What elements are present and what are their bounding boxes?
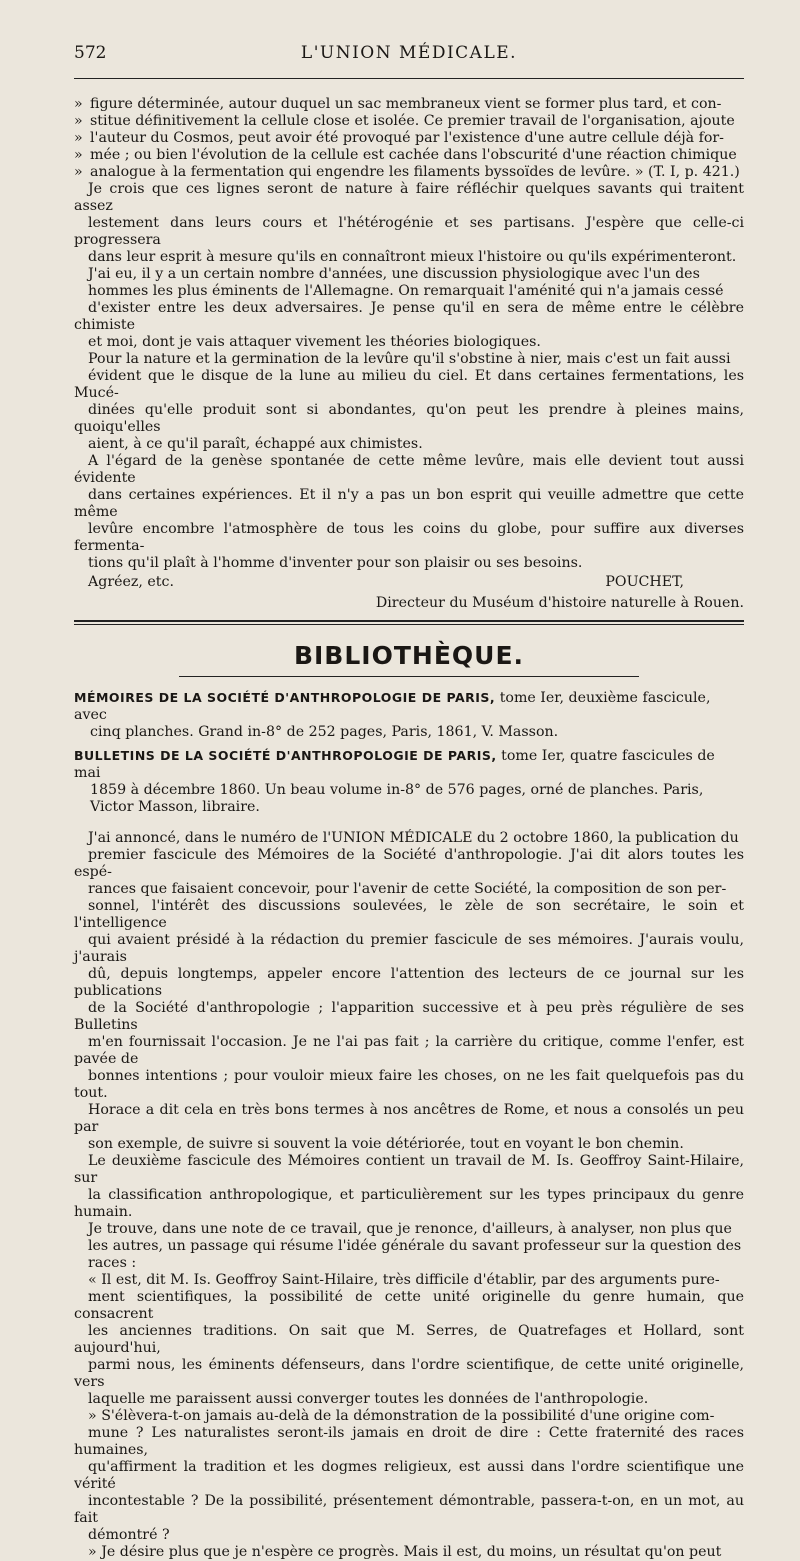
text-line: incontestable ? De la possibilité, présentement démontrable, passera-t-on, en un mot, au fait: [74, 1493, 744, 1526]
text-line: évident que le disque de la lune au milieu du ciel. Et dans certaines fermentations, les Mucé-: [74, 368, 744, 401]
text-line: » Je désire plus que je n'espère ce progrès. Mais il est, du moins, un résultat qu'on peut: [88, 1544, 722, 1560]
text-line: dans leur esprit à mesure qu'ils en connaîtront mieux l'histoire ou qu'ils expérimenteront.: [88, 249, 737, 265]
paragraph: [74, 181, 744, 266]
review-body: [74, 830, 744, 1561]
text-line: ment scientifiques, la possibilité de cette unité originelle du genre humain, que consacrent: [74, 1289, 744, 1322]
letter-section: [74, 96, 744, 612]
paragraph: [74, 1272, 744, 1408]
text-line: d'exister entre les deux adversaires. Je pense qu'il en sera de même entre le célèbre chimiste: [74, 300, 744, 333]
text-line: parmi nous, les éminents défenseurs, dans l'ordre scientifique, de cette unité originelle, vers: [74, 1357, 744, 1390]
text-line: Pour la nature et la germination de la levûre qu'il s'obstine à nier, mais c'est un fait aussi: [88, 351, 731, 367]
text-line: m'en fournissait l'occasion. Je ne l'ai pas fait ; la carrière du critique, comme l'enfer, est pavée de: [74, 1034, 744, 1067]
title-rule: [179, 676, 639, 677]
text-line: races :: [88, 1255, 137, 1271]
reference-details: tome Ier, deuxième fascicule, avec: [74, 690, 711, 723]
quote-line: [74, 164, 744, 181]
text-line: Le deuxième fascicule des Mémoires contient un travail de M. Is. Geoffroy Saint-Hilaire, sur: [74, 1153, 744, 1186]
quote-line-text: stitue définitivement la cellule close et isolée. Ce premier travail de l'organisation, ajoute: [90, 113, 735, 129]
reference-details: tome Ier, quatre fascicules de mai: [74, 748, 715, 781]
paragraph: [74, 351, 744, 453]
text-line: les anciennes traditions. On sait que M. Serres, de Quatrefages et Hollard, sont aujourd'hui,: [74, 1323, 744, 1356]
text-line: la classification anthropologique, et particulièrement sur les types principaux du genre humain.: [74, 1187, 744, 1220]
text-line: sonnel, l'intérêt des discussions soulevées, le zèle de son secrétaire, le soin et l'intelligence: [74, 898, 744, 931]
quote-mark: »: [74, 147, 83, 163]
paragraph: [74, 453, 744, 572]
text-line: les autres, un passage qui résume l'idée générale du savant professeur sur la question des: [88, 1238, 742, 1254]
quote-mark: »: [74, 164, 83, 180]
text-line: démontré ?: [88, 1527, 170, 1543]
quote-line-text: mée ; ou bien l'évolution de la cellule est cachée dans l'obscurité d'une réaction chimique: [90, 147, 737, 163]
signature-row: [74, 574, 744, 591]
author-name: POUCHET,: [605, 574, 684, 590]
text-line: qui avaient présidé à la rédaction du premier fascicule de ses mémoires. J'aurais voulu, j'aurais: [74, 932, 744, 965]
text-line: qu'affirment la tradition et les dogmes religieux, est aussi dans l'ordre scientifique une vérité: [74, 1459, 744, 1492]
text-line: et moi, dont je vais attaquer vivement les théories biologiques.: [88, 334, 541, 350]
text-line: A l'égard de la genèse spontanée de cette même levûre, mais elle devient tout aussi évidente: [74, 453, 744, 486]
text-line: rances que faisaient concevoir, pour l'avenir de cette Société, la composition de son per-: [88, 881, 727, 897]
text-line: « Il est, dit M. Is. Geoffroy Saint-Hilaire, très difficile d'établir, par des arguments pure-: [88, 1272, 720, 1288]
text-line: dans certaines expériences. Et il n'y a pas un bon esprit qui veuille admettre que cette même: [74, 487, 744, 520]
paragraph: [74, 1544, 744, 1561]
text-line: dinées qu'elle produit sont si abondantes, qu'on peut les prendre à pleines mains, quoiqu'elles: [74, 402, 744, 435]
references-list: [74, 689, 744, 816]
paragraph: [74, 266, 744, 351]
text-line: lestement dans leurs cours et l'hétérogénie et ses partisans. J'espère que celle-ci progressera: [74, 215, 744, 248]
text-line: laquelle me paraissent aussi converger toutes les données de l'anthropologie.: [88, 1391, 649, 1407]
paragraph: [74, 1408, 744, 1544]
text-line: J'ai annoncé, dans le numéro de l'UNION MÉDICALE du 2 octobre 1860, la publication du: [88, 830, 739, 846]
quote-mark: »: [74, 113, 83, 129]
text-line: Je crois que ces lignes seront de nature à faire réfléchir quelques savants qui traitent assez: [74, 181, 744, 214]
section-divider: [74, 620, 744, 625]
text-line: Je trouve, dans une note de ce travail, que je renonce, d'ailleurs, à analyser, non plus que: [88, 1221, 732, 1237]
reference-continuation: 1859 à décembre 1860. Un beau volume in-8° de 576 pages, orné de planches. Paris, Victor Masson, libraire.: [90, 782, 704, 815]
text-line: dû, depuis longtemps, appeler encore l'attention des lecteurs de ce journal sur les publications: [74, 966, 744, 999]
page-number: 572: [74, 43, 107, 63]
quote-mark: »: [74, 96, 83, 112]
text-line: mune ? Les naturalistes seront-ils jamais en droit de dire : Cette fraternité des races humaines,: [74, 1425, 744, 1458]
section-title: BIBLIOTHÈQUE.: [293, 641, 525, 670]
reference-entry: [74, 689, 744, 741]
header-rule: [74, 78, 744, 79]
text-line: levûre encombre l'atmosphère de tous les coins du globe, pour suffire aux diverses fermenta-: [74, 521, 744, 554]
paragraph: [74, 830, 744, 1153]
text-line: » S'élèvera-t-on jamais au-delà de la démonstration de la possibilité d'une origine com-: [88, 1408, 715, 1424]
quote-line-text: analogue à la fermentation qui engendre les filaments byssoïdes de levûre. » (T. I, p. 421.): [90, 164, 740, 180]
text-line: tions qu'il plaît à l'homme d'inventer pour son plaisir ou ses besoins.: [88, 555, 583, 571]
reference-continuation: cinq planches. Grand in-8° de 252 pages, Paris, 1861, V. Masson.: [90, 724, 559, 740]
quote-line: [74, 96, 744, 113]
text-line: bonnes intentions ; pour vouloir mieux faire les choses, on ne les fait quelquefois pas du tout.: [74, 1068, 744, 1101]
letter-body: [74, 181, 744, 572]
reference-entry: [74, 747, 744, 816]
quote-mark: »: [74, 130, 83, 146]
quote-line-text: l'auteur du Cosmos, peut avoir été provoqué par l'existence d'une autre cellule déjà for-: [90, 130, 724, 146]
quote-line: [74, 113, 744, 130]
journal-title: L'UNION MÉDICALE.: [300, 43, 518, 63]
text-line: J'ai eu, il y a un certain nombre d'années, une discussion physiologique avec l'un des: [88, 266, 700, 282]
running-head: [74, 0, 744, 63]
paragraph: [74, 1153, 744, 1272]
quote-line: [74, 130, 744, 147]
text-line: hommes les plus éminents de l'Allemagne. On remarquait l'aménité qui n'a jamais cessé: [88, 283, 724, 299]
text-line: aient, à ce qu'il paraît, échappé aux chimistes.: [88, 436, 423, 452]
text-line: son exemple, de suivre si souvent la voie détériorée, tout en voyant le bon chemin.: [88, 1136, 684, 1152]
reference-title: MÉMOIRES DE LA SOCIÉTÉ D'ANTHROPOLOGIE DE PARIS,: [74, 690, 496, 705]
text-line: de la Société d'anthropologie ; l'apparition successive et à peu près régulière de ses Bulletins: [74, 1000, 744, 1033]
quote-line-text: figure déterminée, autour duquel un sac membraneux vient se former plus tard, et con-: [90, 96, 722, 112]
reference-title: BULLETINS DE LA SOCIÉTÉ D'ANTHROPOLOGIE DE PARIS,: [74, 748, 497, 763]
closing-salutation: Agréez, etc.: [88, 574, 174, 590]
text-line: Horace a dit cela en très bons termes à nos ancêtres de Rome, et nous a consolés un peu par: [74, 1102, 744, 1135]
text-line: premier fascicule des Mémoires de la Société d'anthropologie. J'ai dit alors toutes les espé-: [74, 847, 744, 880]
quote-line: [74, 147, 744, 164]
quotation-block: [74, 96, 744, 181]
author-title: Directeur du Muséum d'histoire naturelle à Rouen.: [375, 595, 744, 611]
